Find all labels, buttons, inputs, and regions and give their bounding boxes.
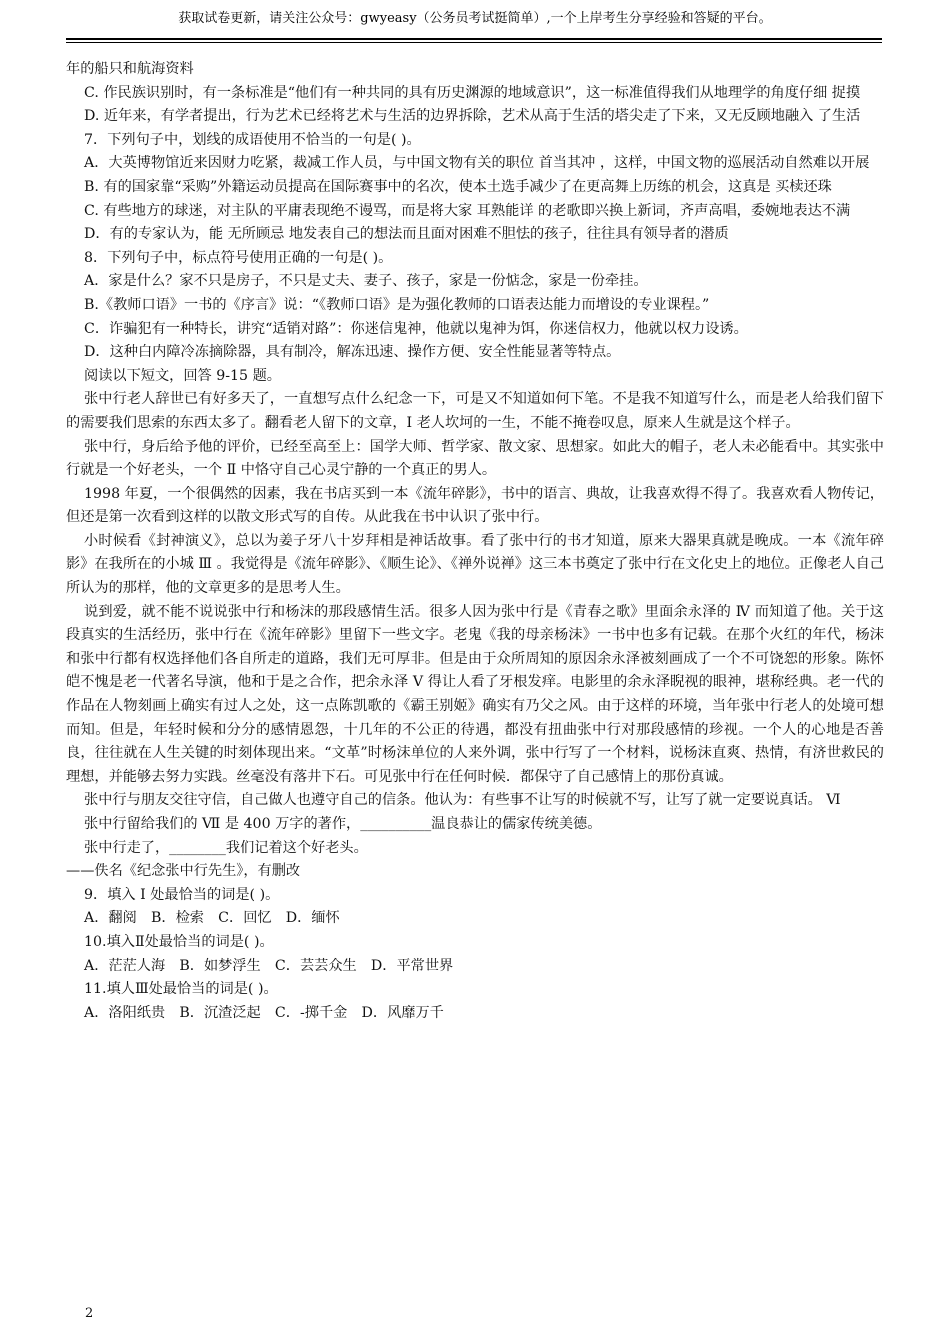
paragraph: D. 近年来，有学者提出，行为艺术已经将艺术与生活的边界拆除，艺术从高于生活的塔尖走了下来，又无反顾地融入 了生活 bbox=[84, 108, 861, 125]
paragraph: A．洛阳纸贵 B．沉渣泛起 C．-掷千金 D．风靡万千 bbox=[84, 1004, 444, 1021]
paragraph: D．有的专家认为，能 无所顾忌 地发表自己的想法而且面对困难不胆怯的孩子，往往具有领导者的潜质 bbox=[84, 226, 729, 243]
paragraph: 张中行走了，________我们记着这个好老头。 bbox=[84, 839, 368, 856]
paragraph: C．诈骗犯有一种特长，讲究“适销对路”：你迷信鬼神，他就以鬼神为饵，你迷信权力，他就以权力设诱。 bbox=[84, 320, 748, 337]
paragraph: B. 有的国家靠“采购”外籍运动员提高在国际赛事中的名次，使本土选手减少了在更高舞上历练的机会，这真是 买椟还珠 bbox=[84, 178, 832, 195]
paragraph: 阅读以下短文，回答 9-15 题。 bbox=[84, 367, 281, 384]
paragraph: 1998 年夏，一个很偶然的因素，我在书店买到一本《流年碎影》，书中的语言、典故，让我喜欢得不得了。我喜欢看人物传记，但还是第一次看到这样的以散文形式写的自传。从此我在书中认识了张中行。 bbox=[66, 485, 884, 526]
paragraph: 说到爱，就不能不说说张中行和杨沫的那段感情生活。很多人因为张中行是《青春之歌》里面余永泽的 Ⅳ 而知道了他。关于这段真实的生活经历，张中行在《流年碎影》里留下一些文字。老鬼《我的母亲杨沫》一书中也多有记载。在那个火红的年代，杨沫和张中行都有权选择他们各自所走的道路，我们无可厚非。但是由于众所周知的原因余永泽被刻画成了一个不可饶恕的形象。陈怀皑不愧是老一代著名导演，他和于是之合作，把余永泽 Ⅴ 得让人看了牙根发痒。电影里的余永泽睨视的眼神，堪称经典。老一代的作品在人物刻画上确实有过人之处，这一点陈凯歌的《霸王别姬》确实有乃父之风。由于这样的环境，当年张中行老人的处境可想而知。但是，年轻时候和分分的感情恩怨，十几年的不公正的待遇，都没有扭曲张中行对那段感情的珍视。一个人的心地是否善良，往往就在人生关键的时刻体现出来。“文革”时杨沫单位的人来外调，张中行写了一个材料，说杨沫直爽、热情，有济世救民的理想，并能够去努力实践。丝毫没有落井下石。可见张中行在任何时候．都保守了自己感情上的那份真诚。 bbox=[66, 603, 884, 785]
paragraph: 年的船只和航海资料 bbox=[66, 61, 194, 77]
page-header: 获取试卷更新，请关注公众号：gwyeasy（公务员考试挺简单）,一个上岸考生分享经验和答疑的平台。 bbox=[178, 11, 772, 26]
paragraph: 张中行与朋友交往守信，自己做人也遵守自己的信条。他认为：有些事不让写的时候就不写，让写了就一定要说真话。 Ⅵ bbox=[84, 792, 841, 809]
paragraph: 张中行，身后给予他的评价，已经至高至上：国学大师、哲学家、散文家、思想家。如此大的帽子，老人未必能看中。其实张中行就是一个好老头，一个 Ⅱ 中恪守自己心灵宁静的一个真正的男人。 bbox=[66, 438, 884, 479]
paragraph: A．翻阅 B．检索 C．回忆 D．缅怀 bbox=[84, 910, 340, 927]
document-body bbox=[66, 58, 884, 1025]
paragraph: ——佚名《纪念张中行先生》，有删改 bbox=[66, 863, 301, 880]
paragraph: 7．下列句子中，划线的成语使用不恰当的一句是( )。 bbox=[84, 131, 421, 148]
paragraph: 张中行留给我们的 Ⅶ 是 400 万字的著作，__________温良恭让的儒家传统美德。 bbox=[84, 816, 602, 832]
paragraph: 9．填入 I 处最恰当的词是( )。 bbox=[84, 886, 280, 903]
paragraph: C. 有些地方的球迷，对主队的平庸表现绝不谩骂，而是将大家 耳熟能详 的老歌即兴换上新词，齐声高唱，委婉地表达不满 bbox=[84, 202, 851, 219]
paragraph: A．家是什么？家不只是房子，不只是丈夫、妻子、孩子，家是一份惦念，家是一份牵挂。 bbox=[84, 273, 648, 290]
paragraph: 小时候看《封神演义》，总以为姜子牙八十岁拜相是神话故事。看了张中行的书才知道，原来大器果真就是晚成。一本《流年碎影》在我所在的小城 Ⅲ 。我觉得是《流年碎影》、《顺生论》、《禅外说禅》这三本书奠定了张中行在文化史上的地位。正像老人自己所认为的那样，他的文章更多的是思考人生。 bbox=[66, 532, 884, 597]
paragraph: C. 作民族识别时，有一条标准是“他们有一种共同的具有历史渊源的地域意识”，这一标准值得我们从地理学的角度仔细 捉摸 bbox=[84, 84, 861, 101]
header-rule-thick bbox=[66, 38, 882, 40]
paragraph: 10.填入Ⅱ处最恰当的词是( )。 bbox=[84, 933, 274, 950]
paragraph: 8．下列句子中，标点符号使用正确的一句是( )。 bbox=[84, 249, 393, 266]
paragraph: 张中行老人辞世已有好多天了，一直想写点什么纪念一下，可是又不知道如何下笔。不是我不知道写什么，而是老人给我们留下的需要我们思索的东西太多了。翻看老人留下的文章，I 老人坎坷的一生，不能不掩卷叹息，原来人生就是这个样子。 bbox=[66, 391, 884, 431]
paragraph: A．大英博物馆近来因财力吃紧，裁减工作人员，与中国文物有关的职位 首当其冲 ，这样，中国文物的巡展活动自然难以开展 bbox=[84, 155, 870, 172]
paragraph: A．茫茫人海 B．如梦浮生 C．芸芸众生 D．平常世界 bbox=[84, 957, 454, 974]
header-rule-thin bbox=[66, 42, 882, 43]
paragraph: 11.填人Ⅲ处最恰当的词是( )。 bbox=[84, 981, 278, 998]
page-number: 2 bbox=[85, 1306, 94, 1321]
paragraph: B.《教师口语》一书的《序言》说：“《教师口语》是为强化教师的口语表达能力而增设的专业课程。” bbox=[84, 296, 710, 313]
paragraph: D．这种白内障冷冻摘除器，具有制冷，解冻迅速、操作方便、安全性能显著等特点。 bbox=[84, 344, 621, 361]
